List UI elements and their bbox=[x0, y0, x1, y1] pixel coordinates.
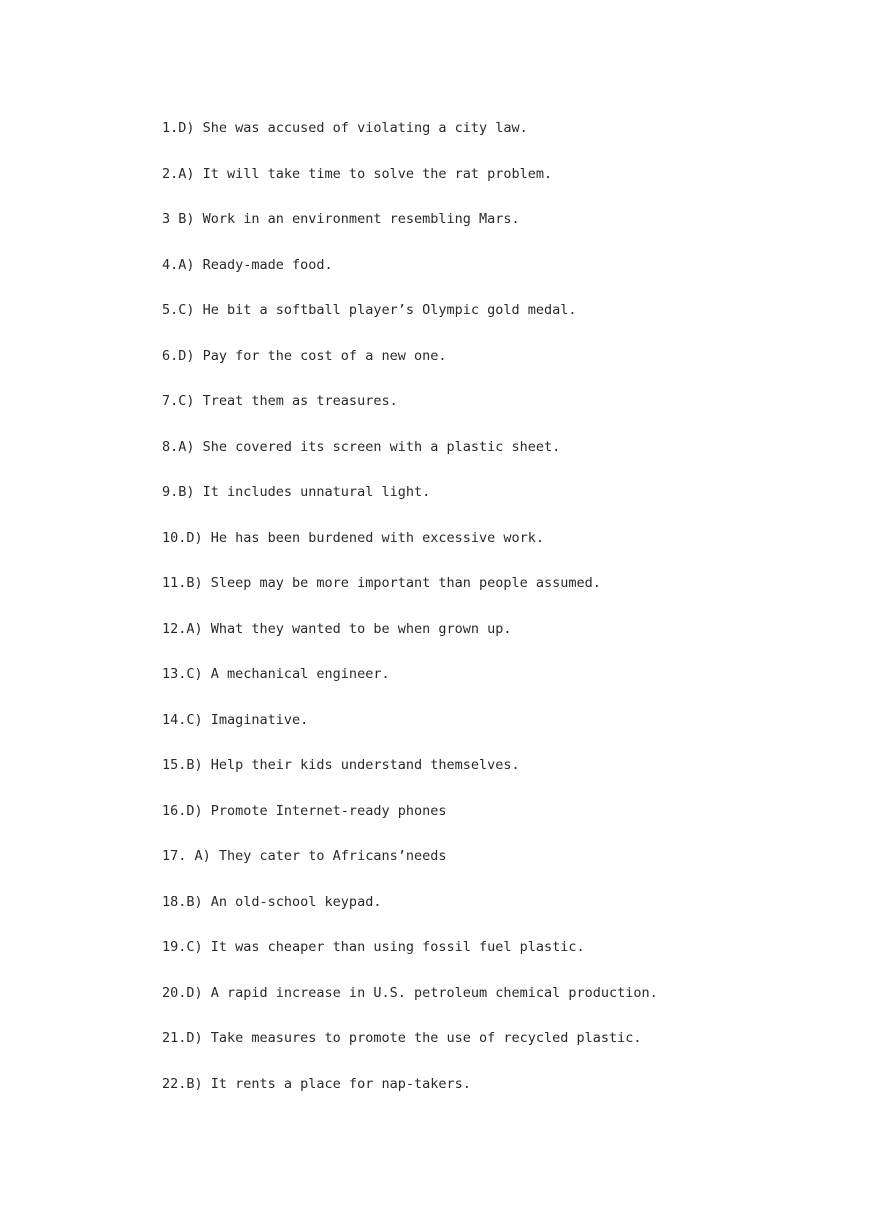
answer-item: 2.A) It will take time to solve the rat problem. bbox=[162, 165, 553, 182]
answer-item: 3 B) Work in an environment resembling Mars. bbox=[162, 211, 520, 227]
answer-item: 7.C) Treat them as treasures. bbox=[162, 393, 398, 409]
answer-item: 17. A) They cater to Africans’needs bbox=[162, 848, 447, 864]
answer-item: 11.B) Sleep may be more important than people assumed. bbox=[162, 575, 601, 591]
answer-list bbox=[162, 117, 658, 1118]
answer-item: 18.B) An old-school keypad. bbox=[162, 893, 382, 910]
answer-item: 20.D) A rapid increase in U.S. petroleum chemical production. bbox=[162, 984, 658, 1001]
answer-item: 1.D) She was accused of violating a city law. bbox=[162, 120, 528, 136]
answer-item: 13.C) A mechanical engineer. bbox=[162, 666, 390, 682]
answer-item: 21.D) Take measures to promote the use of recycled plastic. bbox=[162, 1030, 642, 1046]
answer-item: 9.B) It includes unnatural light. bbox=[162, 484, 431, 500]
answer-item: 8.A) She covered its screen with a plastic sheet. bbox=[162, 438, 561, 455]
answer-item: 15.B) Help their kids understand themselves. bbox=[162, 757, 520, 773]
answer-item: 16.D) Promote Internet-ready phones bbox=[162, 802, 447, 819]
answer-item: 12.A) What they wanted to be when grown up. bbox=[162, 620, 512, 637]
answer-item: 10.D) He has been burdened with excessive work. bbox=[162, 529, 545, 546]
answer-item: 6.D) Pay for the cost of a new one. bbox=[162, 347, 447, 364]
answer-item: 5.C) He bit a softball player’s Olympic gold medal. bbox=[162, 302, 577, 318]
answer-item: 19.C) It was cheaper than using fossil fuel plastic. bbox=[162, 939, 585, 955]
answer-item: 22.B) It rents a place for nap-takers. bbox=[162, 1075, 471, 1092]
answer-item: 4.A) Ready-made food. bbox=[162, 256, 333, 273]
answer-item: 14.C) Imaginative. bbox=[162, 711, 309, 728]
